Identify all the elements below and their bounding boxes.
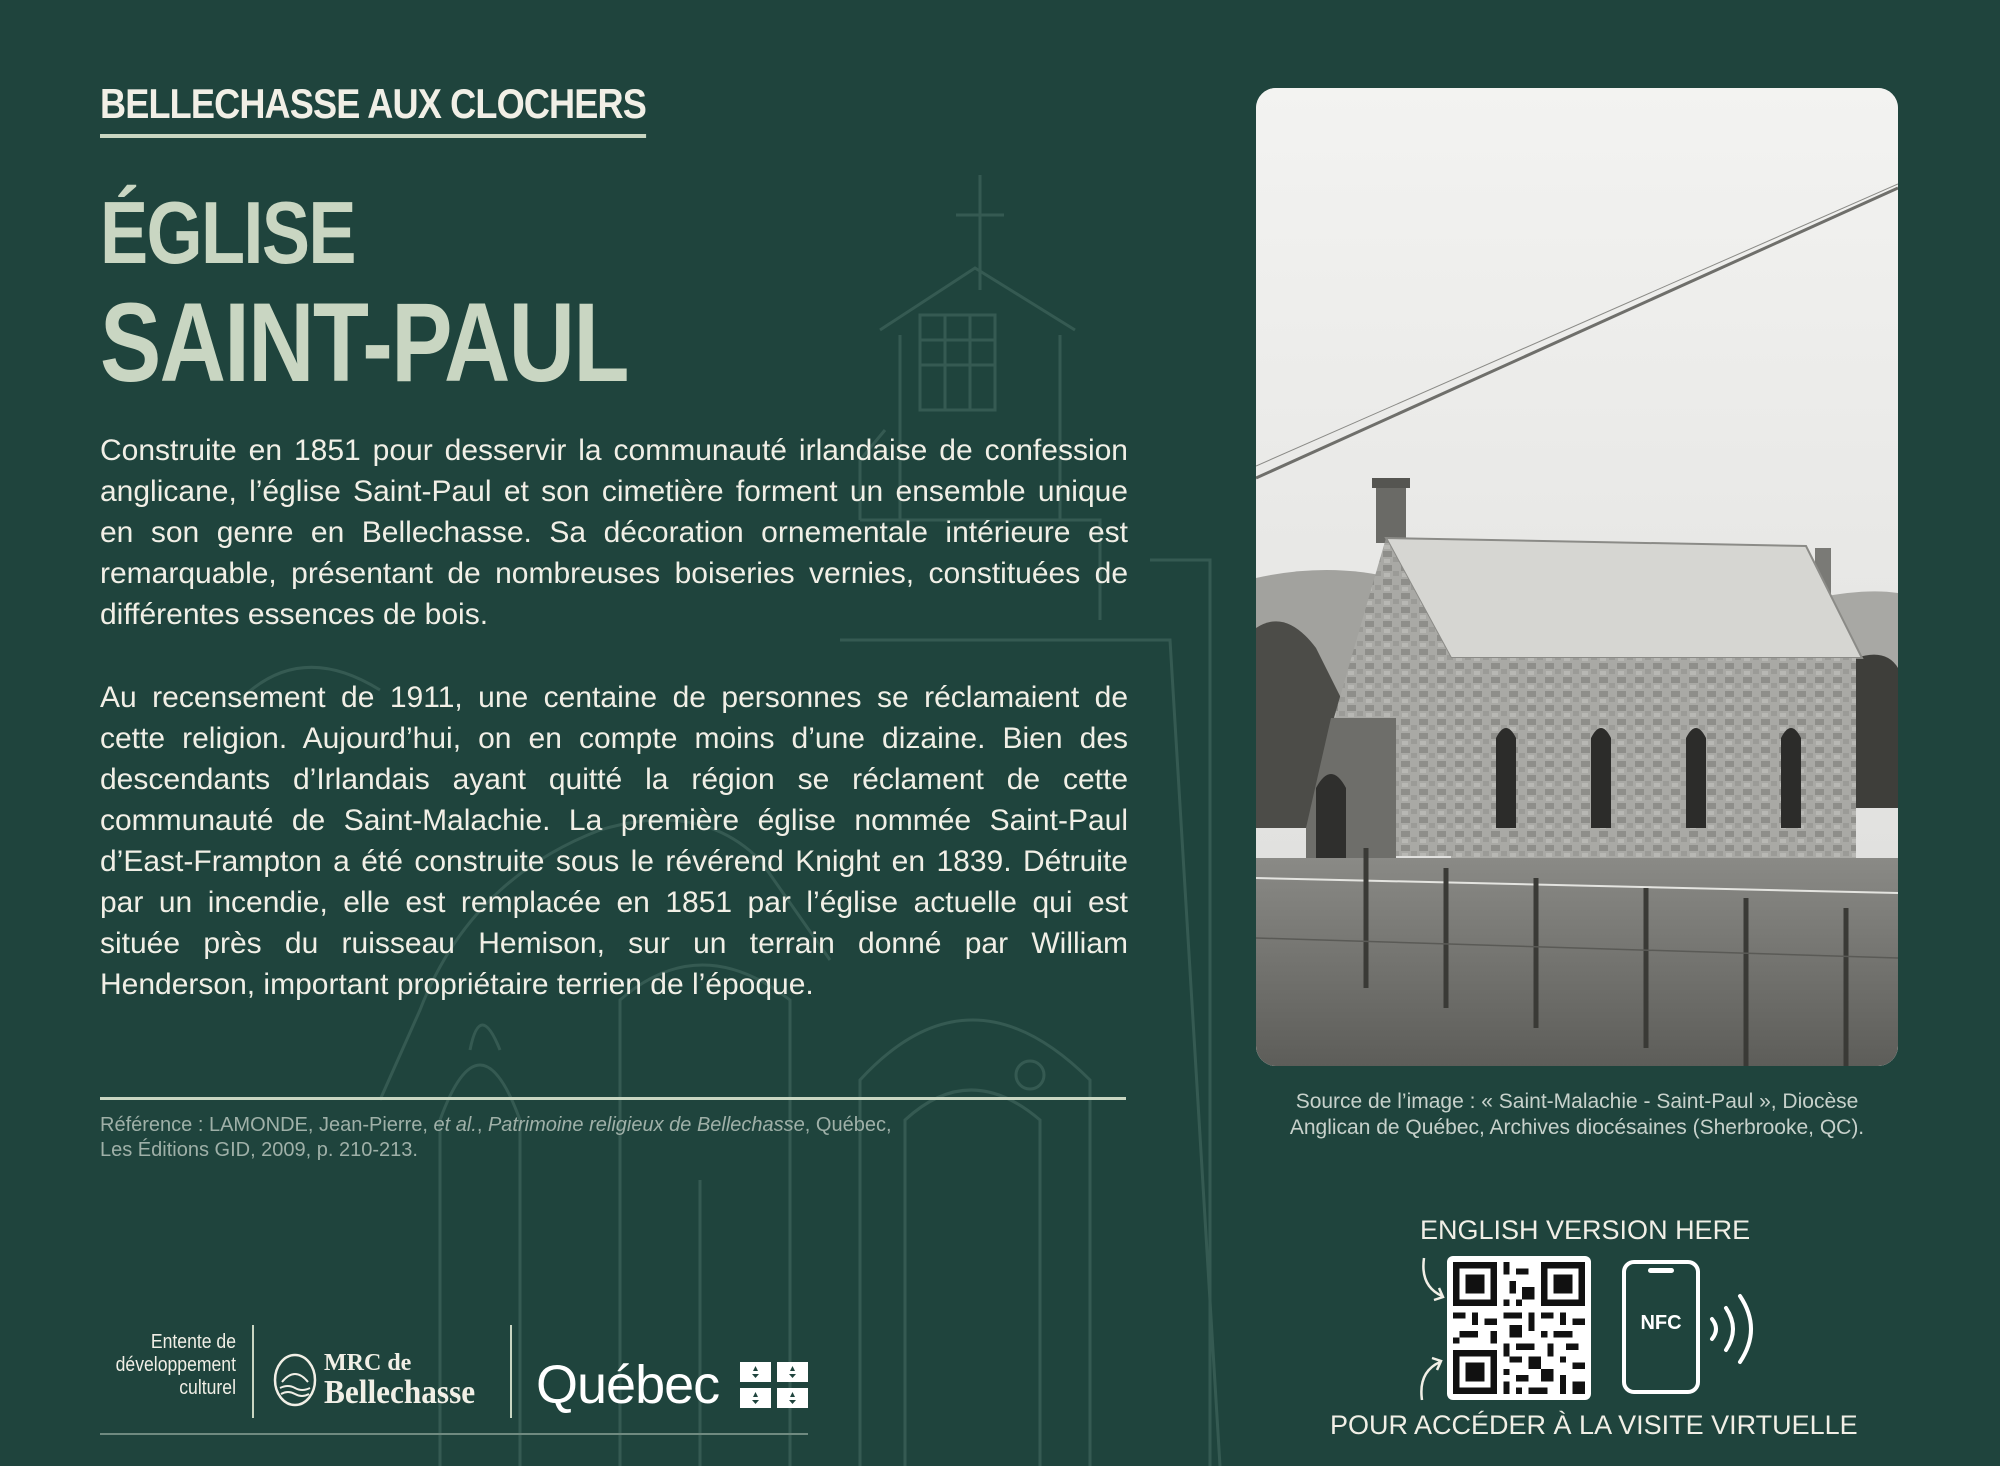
entente-developpement-culturel-logo bbox=[113, 1331, 236, 1400]
qr-code-icon[interactable] bbox=[1447, 1256, 1591, 1400]
mrc-logo-small: MRC de bbox=[324, 1350, 412, 1376]
image-source-line-1: Source de l’image : « Saint-Malachie - Saint-Paul », Diocèse bbox=[1295, 1090, 1859, 1113]
entente-line-3: culturel bbox=[179, 1377, 236, 1399]
reference-line-2: Les Éditions GID, 2009, p. 210-213. bbox=[100, 1139, 418, 1161]
body-paragraph-2: Au recensement de 1911, une centaine de personnes se réclamaient de cette religion. Aujourd’hui, on en compte moins d’une dizaine. Bien des descendants d’Irlandais ayant quitté la région se réclament de cette communauté de Saint-Malachie. La première église nommée Saint-Paul d’East-Frampton a été construite sous le révérend Knight en 1839. Détruite par un incendie, elle est remplacée en 1851 par l’église actuelle qui est située près du ruisseau Hemison, sur un terrain donné par William Henderson, important propriétaire terrien de l’époque. bbox=[100, 681, 1128, 1001]
nfc-label: NFC bbox=[1640, 1312, 1682, 1334]
reference-et-al: et al. bbox=[433, 1114, 477, 1136]
entente-line-2: développement bbox=[115, 1354, 236, 1376]
reference-separator: , bbox=[476, 1114, 488, 1136]
image-source-line-2: Anglican de Québec, Archives diocésaines (Sherbrooke, QC). bbox=[1289, 1116, 1865, 1139]
nfc-phone-icon bbox=[1622, 1260, 1700, 1394]
series-title: BELLECHASSE AUX CLOCHERS bbox=[100, 80, 646, 138]
reference-text bbox=[100, 1113, 1000, 1163]
reference-book-title: Patrimoine religieux de Bellechasse bbox=[487, 1114, 805, 1136]
entente-line-1: Entente de bbox=[150, 1331, 236, 1353]
reference-prefix: Référence : LAMONDE, Jean-Pierre, bbox=[100, 1114, 434, 1136]
virtual-visit-label: POUR ACCÉDER À LA VISITE VIRTUELLE bbox=[1330, 1410, 1858, 1440]
quebec-flag-icon bbox=[740, 1362, 808, 1408]
image-source-caption bbox=[1256, 1089, 1898, 1141]
page-title-line1: ÉGLISE bbox=[100, 183, 355, 282]
arrow-icon bbox=[1416, 1354, 1446, 1402]
nfc-waves-icon bbox=[1706, 1286, 1764, 1372]
quebec-logo-word: Québec bbox=[536, 1355, 720, 1415]
bottom-rule bbox=[100, 1433, 808, 1435]
english-version-label: ENGLISH VERSION HERE bbox=[1420, 1215, 1751, 1245]
mrc-logo-name: Bellechasse bbox=[324, 1374, 476, 1411]
logo-separator bbox=[252, 1325, 254, 1418]
arrow-icon bbox=[1418, 1256, 1448, 1304]
body-paragraph-1: Construite en 1851 pour desservir la communauté irlandaise de confession anglicane, l’église Saint-Paul et son cimetière forment un ensemble unique en son genre en Bellechasse. Sa décoration ornementale intérieure est remarquable, présentant de nombreuses boiseries vernies, constituées de différentes essences de bois. bbox=[100, 434, 1128, 631]
phone-notch bbox=[1648, 1268, 1674, 1273]
page-title-line2: SAINT-PAUL bbox=[100, 280, 628, 405]
reference-suffix: , Québec, bbox=[804, 1114, 892, 1136]
mrc-emblem-icon bbox=[272, 1352, 318, 1408]
reference-divider bbox=[100, 1097, 1126, 1100]
historic-church-photo bbox=[1256, 88, 1898, 1066]
logo-separator bbox=[510, 1325, 512, 1418]
